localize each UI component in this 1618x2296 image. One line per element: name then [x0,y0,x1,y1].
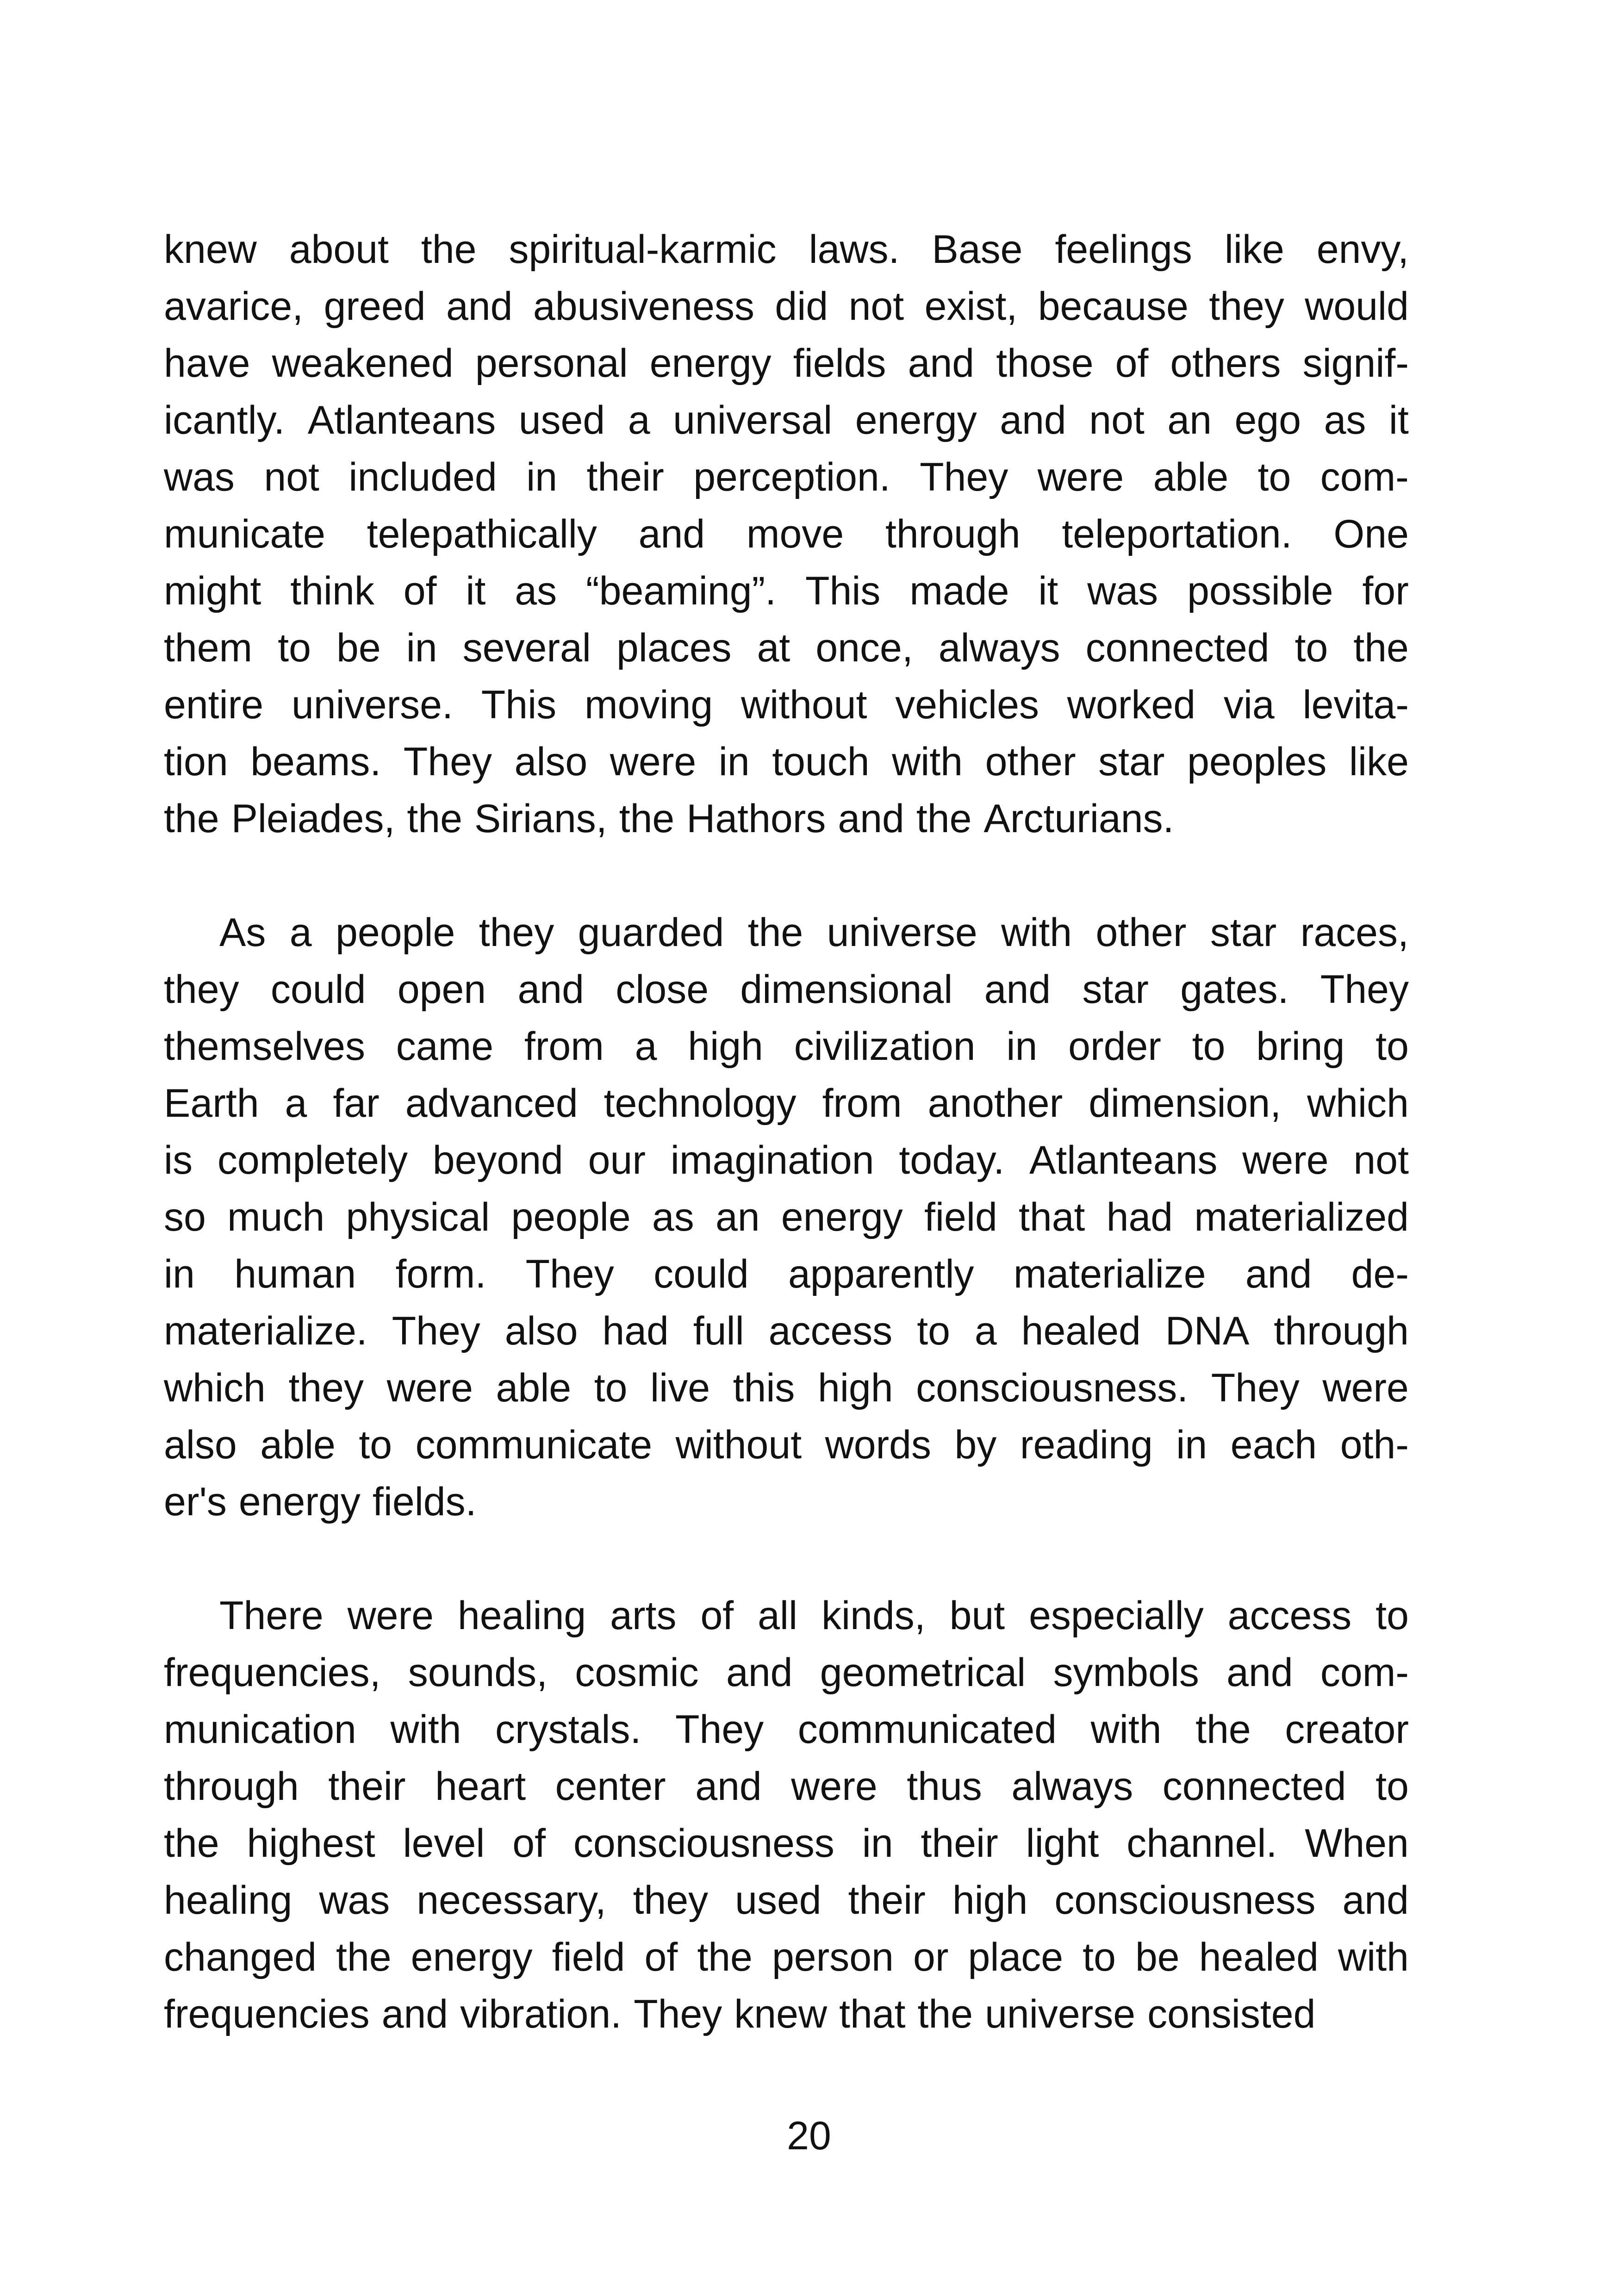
text-line: also able to communicate without words by reading in each oth- [164,1423,1409,1467]
text-line: have weakened personal energy fields and those of others signif- [164,341,1409,386]
text-line: them to be in several places at once, always connected to the [164,626,1409,670]
text-line: healing was necessary, they used their high consciousness and [164,1878,1409,1923]
text-line: frequencies and vibration. They knew that the universe consisted [164,1992,1316,2036]
text-line: themselves came from a high civilization in order to bring to [164,1024,1409,1069]
text-line: icantly. Atlanteans used a universal energy and not an ego as it [164,398,1409,442]
text-line: Earth a far advanced technology from another dimension, which [164,1081,1409,1126]
text-line: was not included in their perception. They were able to com- [164,455,1409,499]
text-line: through their heart center and were thus always connected to [164,1764,1409,1809]
text-line: in human form. They could apparently materialize and de- [164,1252,1409,1296]
text-line: the highest level of consciousness in their light channel. When [164,1821,1409,1866]
text-line: tion beams. They also were in touch with other star peoples like [164,740,1409,784]
text-line: is completely beyond our imagination today. Atlanteans were not [164,1138,1409,1182]
paragraph-3 [164,1587,1409,2043]
text-line: avarice, greed and abusiveness did not exist, because they would [164,284,1409,329]
page-number: 20 [787,2114,831,2158]
text-line: As a people they guarded the universe with other star races, [219,910,1409,955]
text-line: might think of it as “beaming”. This made it was possible for [164,569,1409,613]
text-line: municate telepathically and move through teleportation. One [164,512,1409,556]
text-line: There were healing arts of all kinds, but especially access to [219,1593,1409,1638]
text-line: frequencies, sounds, cosmic and geometrical symbols and com- [164,1650,1409,1695]
text-line: materialize. They also had full access to a healed DNA through [164,1309,1409,1353]
text-line: munication with crystals. They communicated with the creator [164,1707,1409,1752]
text-line: entire universe. This moving without vehicles worked via levita- [164,683,1409,727]
text-line: so much physical people as an energy field that had materialized [164,1195,1409,1239]
text-line: er's energy fields. [164,1480,477,1524]
paragraph-2 [164,904,1409,1531]
text-line: knew about the spiritual-karmic laws. Base feelings like envy, [164,227,1409,272]
paragraph-1 [164,221,1409,847]
text-line: the Pleiades, the Sirians, the Hathors and the Arcturians. [164,796,1174,841]
text-line: changed the energy field of the person or place to be healed with [164,1935,1409,1979]
text-line: they could open and close dimensional and star gates. They [164,967,1409,1012]
text-line: which they were able to live this high consciousness. They were [164,1366,1409,1410]
